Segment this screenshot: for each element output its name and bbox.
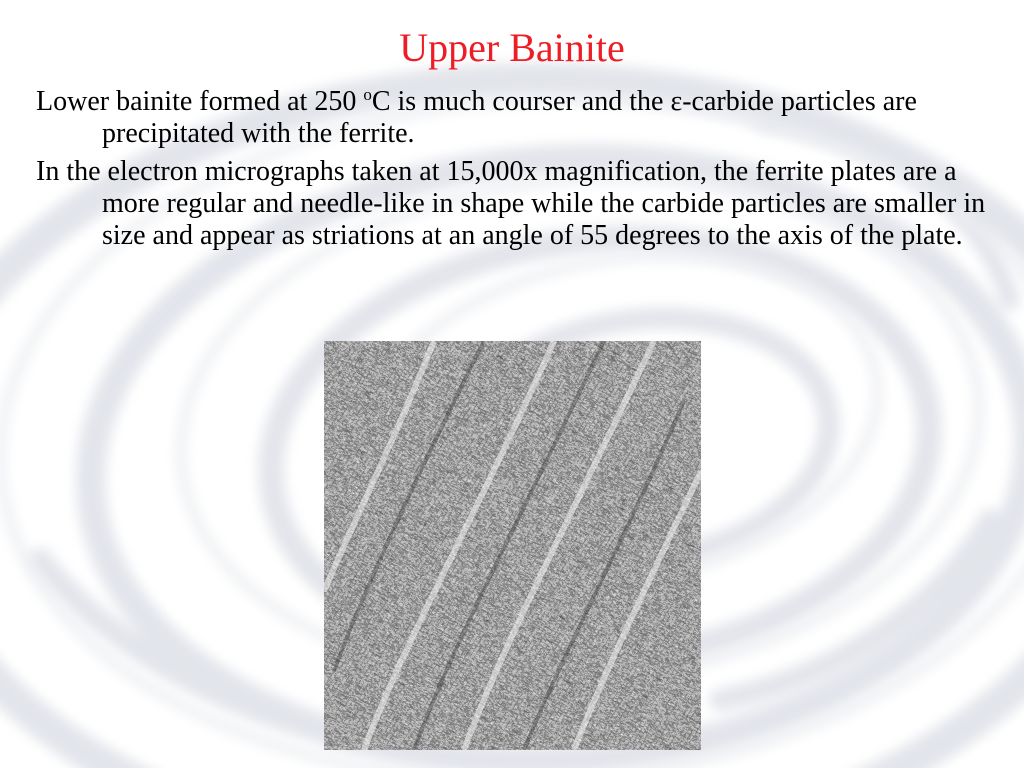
paragraph-electron-micrographs: In the electron micrographs taken at 15,000x magnification, the ferrite plates are a more regular and needle-like in shape while the carbide particles are smaller in size and appear as striations at an angle of 55 degrees to the axis of the plate. — [36, 156, 986, 251]
degree-superscript: o — [363, 85, 372, 104]
paragraph-1-text-start: Lower bainite formed at 250 — [36, 86, 364, 117]
micrograph-image — [324, 341, 701, 750]
slide-body — [36, 86, 1006, 258]
slide-title: Upper Bainite — [399, 25, 625, 70]
paragraph-lower-bainite — [36, 86, 1006, 150]
paragraph-1-text-end: C is much courser and the ε-carbide particles are precipitated with the ferrite. — [102, 86, 917, 149]
